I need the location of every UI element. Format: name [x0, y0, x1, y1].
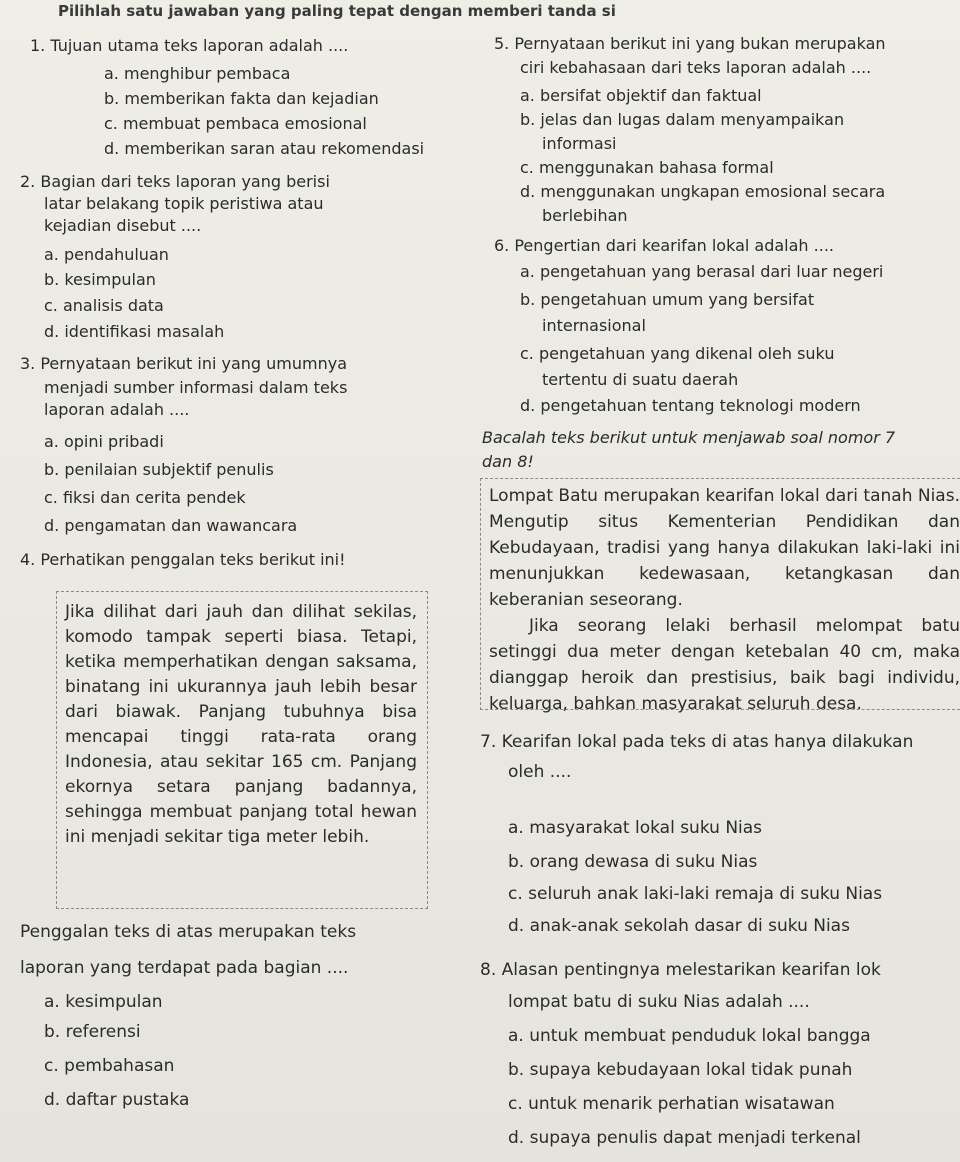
- q7-option-d[interactable]: d. anak-anak sekolah dasar di suku Nias: [508, 916, 850, 936]
- q4-stem: 4. Perhatikan penggalan teks berikut ini!: [20, 550, 346, 569]
- q4-option-b[interactable]: b. referensi: [44, 1022, 141, 1042]
- q4-option-c[interactable]: c. pembahasan: [44, 1056, 175, 1076]
- q7-stem-line1: 7. Kearifan lokal pada teks di atas hanya dilakukan: [480, 732, 914, 752]
- q6-option-c[interactable]: c. pengetahuan yang dikenal oleh suku: [520, 344, 835, 363]
- passage2-p2: Jika seorang lelaki berhasil melompat batu setinggi dua meter dengan ketebalan 40 cm, maka dianggap heroik dan prestisius, baik bagi individu, keluarga, bahkan masyarakat seluruh desa.: [489, 616, 960, 714]
- q1-option-a[interactable]: a. menghibur pembaca: [104, 64, 291, 83]
- q6-option-a[interactable]: a. pengetahuan yang berasal dari luar negeri: [520, 262, 884, 281]
- q2-stem-line3: kejadian disebut ....: [44, 216, 202, 235]
- q4-passage-text: Jika dilihat dari jauh dan dilihat sekilas, komodo tampak seperti biasa. Tetapi, ketika memperhatikan dengan saksama, binatang ini ukurannya jauh lebih besar dari biawak. Panjang tubuhnya bisa mencapai tinggi rata-rata orang Indonesia, atau sekitar 165 cm. Panjang ekornya setara panjang badannya, sehingga membuat panjang total hewan ini menjadi sekitar tiga meter lebih.: [65, 602, 417, 847]
- q5-stem-line1: 5. Pernyataan berikut ini yang bukan merupakan: [494, 34, 886, 53]
- q5-option-d-cont: berlebihan: [542, 206, 628, 225]
- q4-question-line2: laporan yang terdapat pada bagian ....: [20, 958, 349, 978]
- q8-stem-line1: 8. Alasan pentingnya melestarikan kearifan lok: [480, 960, 881, 980]
- q4-question-line1: Penggalan teks di atas merupakan teks: [20, 922, 357, 942]
- q3-stem-line2: menjadi sumber informasi dalam teks: [44, 378, 348, 397]
- q4-option-a[interactable]: a. kesimpulan: [44, 992, 163, 1012]
- q5-option-d[interactable]: d. menggunakan ungkapan emosional secara: [520, 182, 886, 201]
- passage2-p1: Lompat Batu merupakan kearifan lokal dari tanah Nias. Mengutip situs Kementerian Pendidikan dan Kebudayaan, tradisi yang hanya dilakukan laki-laki ini menunjukkan kedewasaan, ketangkasan dan keberanian seseorang.: [489, 486, 960, 610]
- q7-option-b[interactable]: b. orang dewasa di suku Nias: [508, 852, 758, 872]
- q5-option-c[interactable]: c. menggunakan bahasa formal: [520, 158, 774, 177]
- q4-option-d[interactable]: d. daftar pustaka: [44, 1090, 190, 1110]
- q6-stem: 6. Pengertian dari kearifan lokal adalah ....: [494, 236, 834, 255]
- q3-option-b[interactable]: b. penilaian subjektif penulis: [44, 460, 274, 479]
- reading-instruction-line1: Bacalah teks berikut untuk menjawab soal nomor 7: [482, 428, 896, 447]
- q5-option-a[interactable]: a. bersifat objektif dan faktual: [520, 86, 762, 105]
- passage2-box: [480, 478, 960, 714]
- q3-option-d[interactable]: d. pengamatan dan wawancara: [44, 516, 298, 535]
- q3-option-a[interactable]: a. opini pribadi: [44, 432, 164, 451]
- q2-stem-line1: 2. Bagian dari teks laporan yang berisi: [20, 172, 330, 191]
- q8-stem-line2: lompat batu di suku Nias adalah ....: [508, 992, 810, 1012]
- q5-option-b-cont: informasi: [542, 134, 617, 153]
- reading-instruction-line2: dan 8!: [482, 452, 534, 471]
- q3-stem-line1: 3. Pernyataan berikut ini yang umumnya: [20, 354, 348, 373]
- q3-option-c[interactable]: c. fiksi dan cerita pendek: [44, 488, 246, 507]
- q1-option-b[interactable]: b. memberikan fakta dan kejadian: [104, 89, 379, 108]
- q2-option-b[interactable]: b. kesimpulan: [44, 270, 156, 289]
- q3-stem-line3: laporan adalah ....: [44, 400, 190, 419]
- q7-stem-line2: oleh ....: [508, 762, 572, 782]
- q1-stem: 1. Tujuan utama teks laporan adalah ....: [30, 36, 349, 55]
- q2-option-d[interactable]: d. identifikasi masalah: [44, 322, 225, 341]
- q2-stem-line2: latar belakang topik peristiwa atau: [44, 194, 324, 213]
- q6-option-b-cont: internasional: [542, 316, 646, 335]
- q5-stem-line2: ciri kebahasaan dari teks laporan adalah ....: [520, 58, 872, 77]
- q4-passage-box: [56, 591, 428, 909]
- q7-option-c[interactable]: c. seluruh anak laki-laki remaja di suku Nias: [508, 884, 883, 904]
- q6-option-d[interactable]: d. pengetahuan tentang teknologi modern: [520, 396, 861, 415]
- q2-option-c[interactable]: c. analisis data: [44, 296, 164, 315]
- q8-option-d[interactable]: d. supaya penulis dapat menjadi terkenal: [508, 1128, 861, 1148]
- q8-option-a[interactable]: a. untuk membuat penduduk lokal bangga: [508, 1026, 871, 1046]
- q7-option-a[interactable]: a. masyarakat lokal suku Nias: [508, 818, 763, 838]
- q6-option-c-cont: tertentu di suatu daerah: [542, 370, 739, 389]
- instruction-heading: Pilihlah satu jawaban yang paling tepat dengan memberi tanda si: [58, 2, 616, 20]
- q8-option-b[interactable]: b. supaya kebudayaan lokal tidak punah: [508, 1060, 853, 1080]
- q6-option-b[interactable]: b. pengetahuan umum yang bersifat: [520, 290, 815, 309]
- q8-option-c[interactable]: c. untuk menarik perhatian wisatawan: [508, 1094, 835, 1114]
- q5-option-b[interactable]: b. jelas dan lugas dalam menyampaikan: [520, 110, 845, 129]
- q1-option-c[interactable]: c. membuat pembaca emosional: [104, 114, 367, 133]
- q1-option-d[interactable]: d. memberikan saran atau rekomendasi: [104, 139, 425, 158]
- q2-option-a[interactable]: a. pendahuluan: [44, 245, 169, 264]
